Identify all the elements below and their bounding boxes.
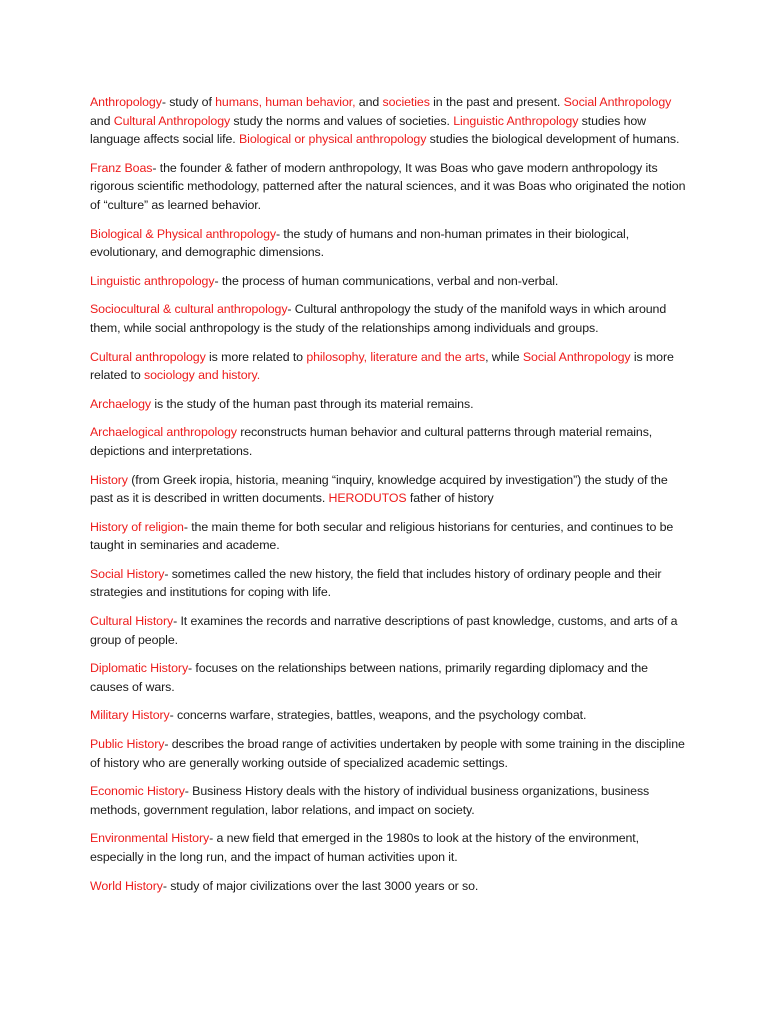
paragraph (90, 225, 686, 262)
body-text: - Cultural anthropology the study of the manifold ways in which around them, while social anthropology is the study of the relationships among individuals and groups. (90, 302, 667, 335)
highlighted-term: Environmental History (90, 831, 210, 846)
body-text: , while (485, 349, 523, 364)
paragraph (90, 829, 686, 866)
body-text: studies how language affects social life. (90, 113, 647, 147)
paragraph (90, 395, 686, 414)
highlighted-term: societies (382, 95, 430, 109)
body-text: - concerns warfare, strategies, battles, weapons, and the psychology combat. (169, 708, 587, 723)
highlighted-term: History (90, 472, 128, 487)
paragraph (90, 93, 686, 149)
body-text: study the norms and values of societies. (230, 113, 454, 128)
body-text: - focuses on the relationships between nations, primarily regarding diplomacy and the causes of wars. (90, 661, 648, 694)
paragraph (90, 272, 686, 291)
paragraph (90, 423, 686, 460)
highlighted-term: Archaelogical anthropology (90, 425, 237, 440)
highlighted-term: Cultural anthropology (90, 349, 206, 364)
highlighted-term: Diplomatic History (90, 661, 189, 676)
highlighted-term: Anthropology (90, 95, 162, 109)
highlighted-term: Public History (90, 737, 165, 752)
paragraph (90, 471, 686, 508)
body-text: is more related to (90, 349, 674, 383)
paragraph (90, 877, 686, 896)
body-text: - study of major civilizations over the last 3000 years or so. (162, 878, 479, 893)
paragraph (90, 612, 686, 649)
highlighted-term: Biological & Physical anthropology (90, 226, 277, 241)
body-text: and (355, 95, 383, 109)
highlighted-term: Social Anthropology (563, 95, 672, 109)
highlighted-term: humans, human behavior, (215, 95, 356, 109)
highlighted-term: Sociocultural & cultural anthropology (90, 302, 288, 317)
highlighted-term: Military History (90, 708, 170, 723)
body-text: - Business History deals with the history of individual business organizations, business methods, government regulation, labor relations, and impact on society. (90, 784, 650, 817)
body-text: - describes the broad range of activities undertaken by people with some training in the discipline of history who are generally working outside of specialized academic settings. (90, 737, 685, 770)
body-text: (from Greek iropia, historia, meaning “inquiry, knowledge acquired by investigation”) the study of the past as it is described in written documents. (90, 472, 668, 506)
paragraph (90, 659, 686, 696)
highlighted-term: Franz Boas (90, 160, 153, 175)
highlighted-term: Archaelogy (90, 396, 151, 411)
paragraph (90, 735, 686, 772)
body-text: - study of (161, 95, 216, 109)
highlighted-term: Linguistic Anthropology (453, 113, 579, 128)
paragraph (90, 300, 686, 337)
body-text: - the process of human communications, verbal and non-verbal. (214, 273, 559, 288)
document-body (90, 93, 686, 905)
body-text: - It examines the records and narrative descriptions of past knowledge, customs, and arts of a group of people. (90, 614, 678, 647)
highlighted-term: Linguistic anthropology (90, 273, 215, 288)
paragraph (90, 518, 686, 555)
highlighted-term: philosophy, literature and the arts (306, 349, 486, 364)
highlighted-term: Economic History (90, 784, 185, 799)
highlighted-term: Social Anthropology (522, 349, 631, 364)
paragraph (90, 782, 686, 819)
highlighted-term: Social History (90, 566, 165, 581)
body-text: is the study of the human past through its material remains. (151, 396, 474, 411)
body-text: - the main theme for both secular and religious historians for centuries, and continues to be taught in seminaries and academe. (90, 519, 674, 553)
body-text: studies the biological development of humans. (426, 132, 680, 147)
highlighted-term: sociology and history. (144, 368, 261, 383)
body-text: reconstructs human behavior and cultural patterns through material remains, depictions and interpretations. (90, 425, 653, 458)
highlighted-term: Cultural Anthropology (113, 113, 231, 128)
paragraph (90, 706, 686, 725)
body-text: is more related to (205, 349, 307, 364)
highlighted-term: HERODUTOS (328, 491, 407, 506)
paragraph (90, 565, 686, 602)
highlighted-term: Biological or physical anthropology (239, 132, 427, 147)
highlighted-term: World History (90, 878, 163, 893)
paragraph (90, 348, 686, 385)
body-text: - the founder & father of modern anthropology, It was Boas who gave modern anthropology its rigorous scientific methodology, patterned after the natural sciences, and it was Boas who originated the notion of “culture” as learned behavior. (90, 160, 686, 212)
highlighted-term: History of religion (90, 519, 184, 534)
body-text: - the study of humans and non-human primates in their biological, evolutionary, and demographic dimensions. (90, 226, 630, 260)
body-text: - a new field that emerged in the 1980s to look at the history of the environment, especially in the long run, and the impact of human activities upon it. (90, 831, 639, 864)
paragraph (90, 159, 686, 215)
body-text: father of history (406, 491, 494, 506)
highlighted-term: Cultural History (90, 614, 174, 629)
body-text: and (90, 113, 114, 128)
body-text: - sometimes called the new history, the field that includes history of ordinary people and their strategies and institutions for coping with life. (90, 566, 662, 600)
body-text: in the past and present. (429, 95, 564, 109)
